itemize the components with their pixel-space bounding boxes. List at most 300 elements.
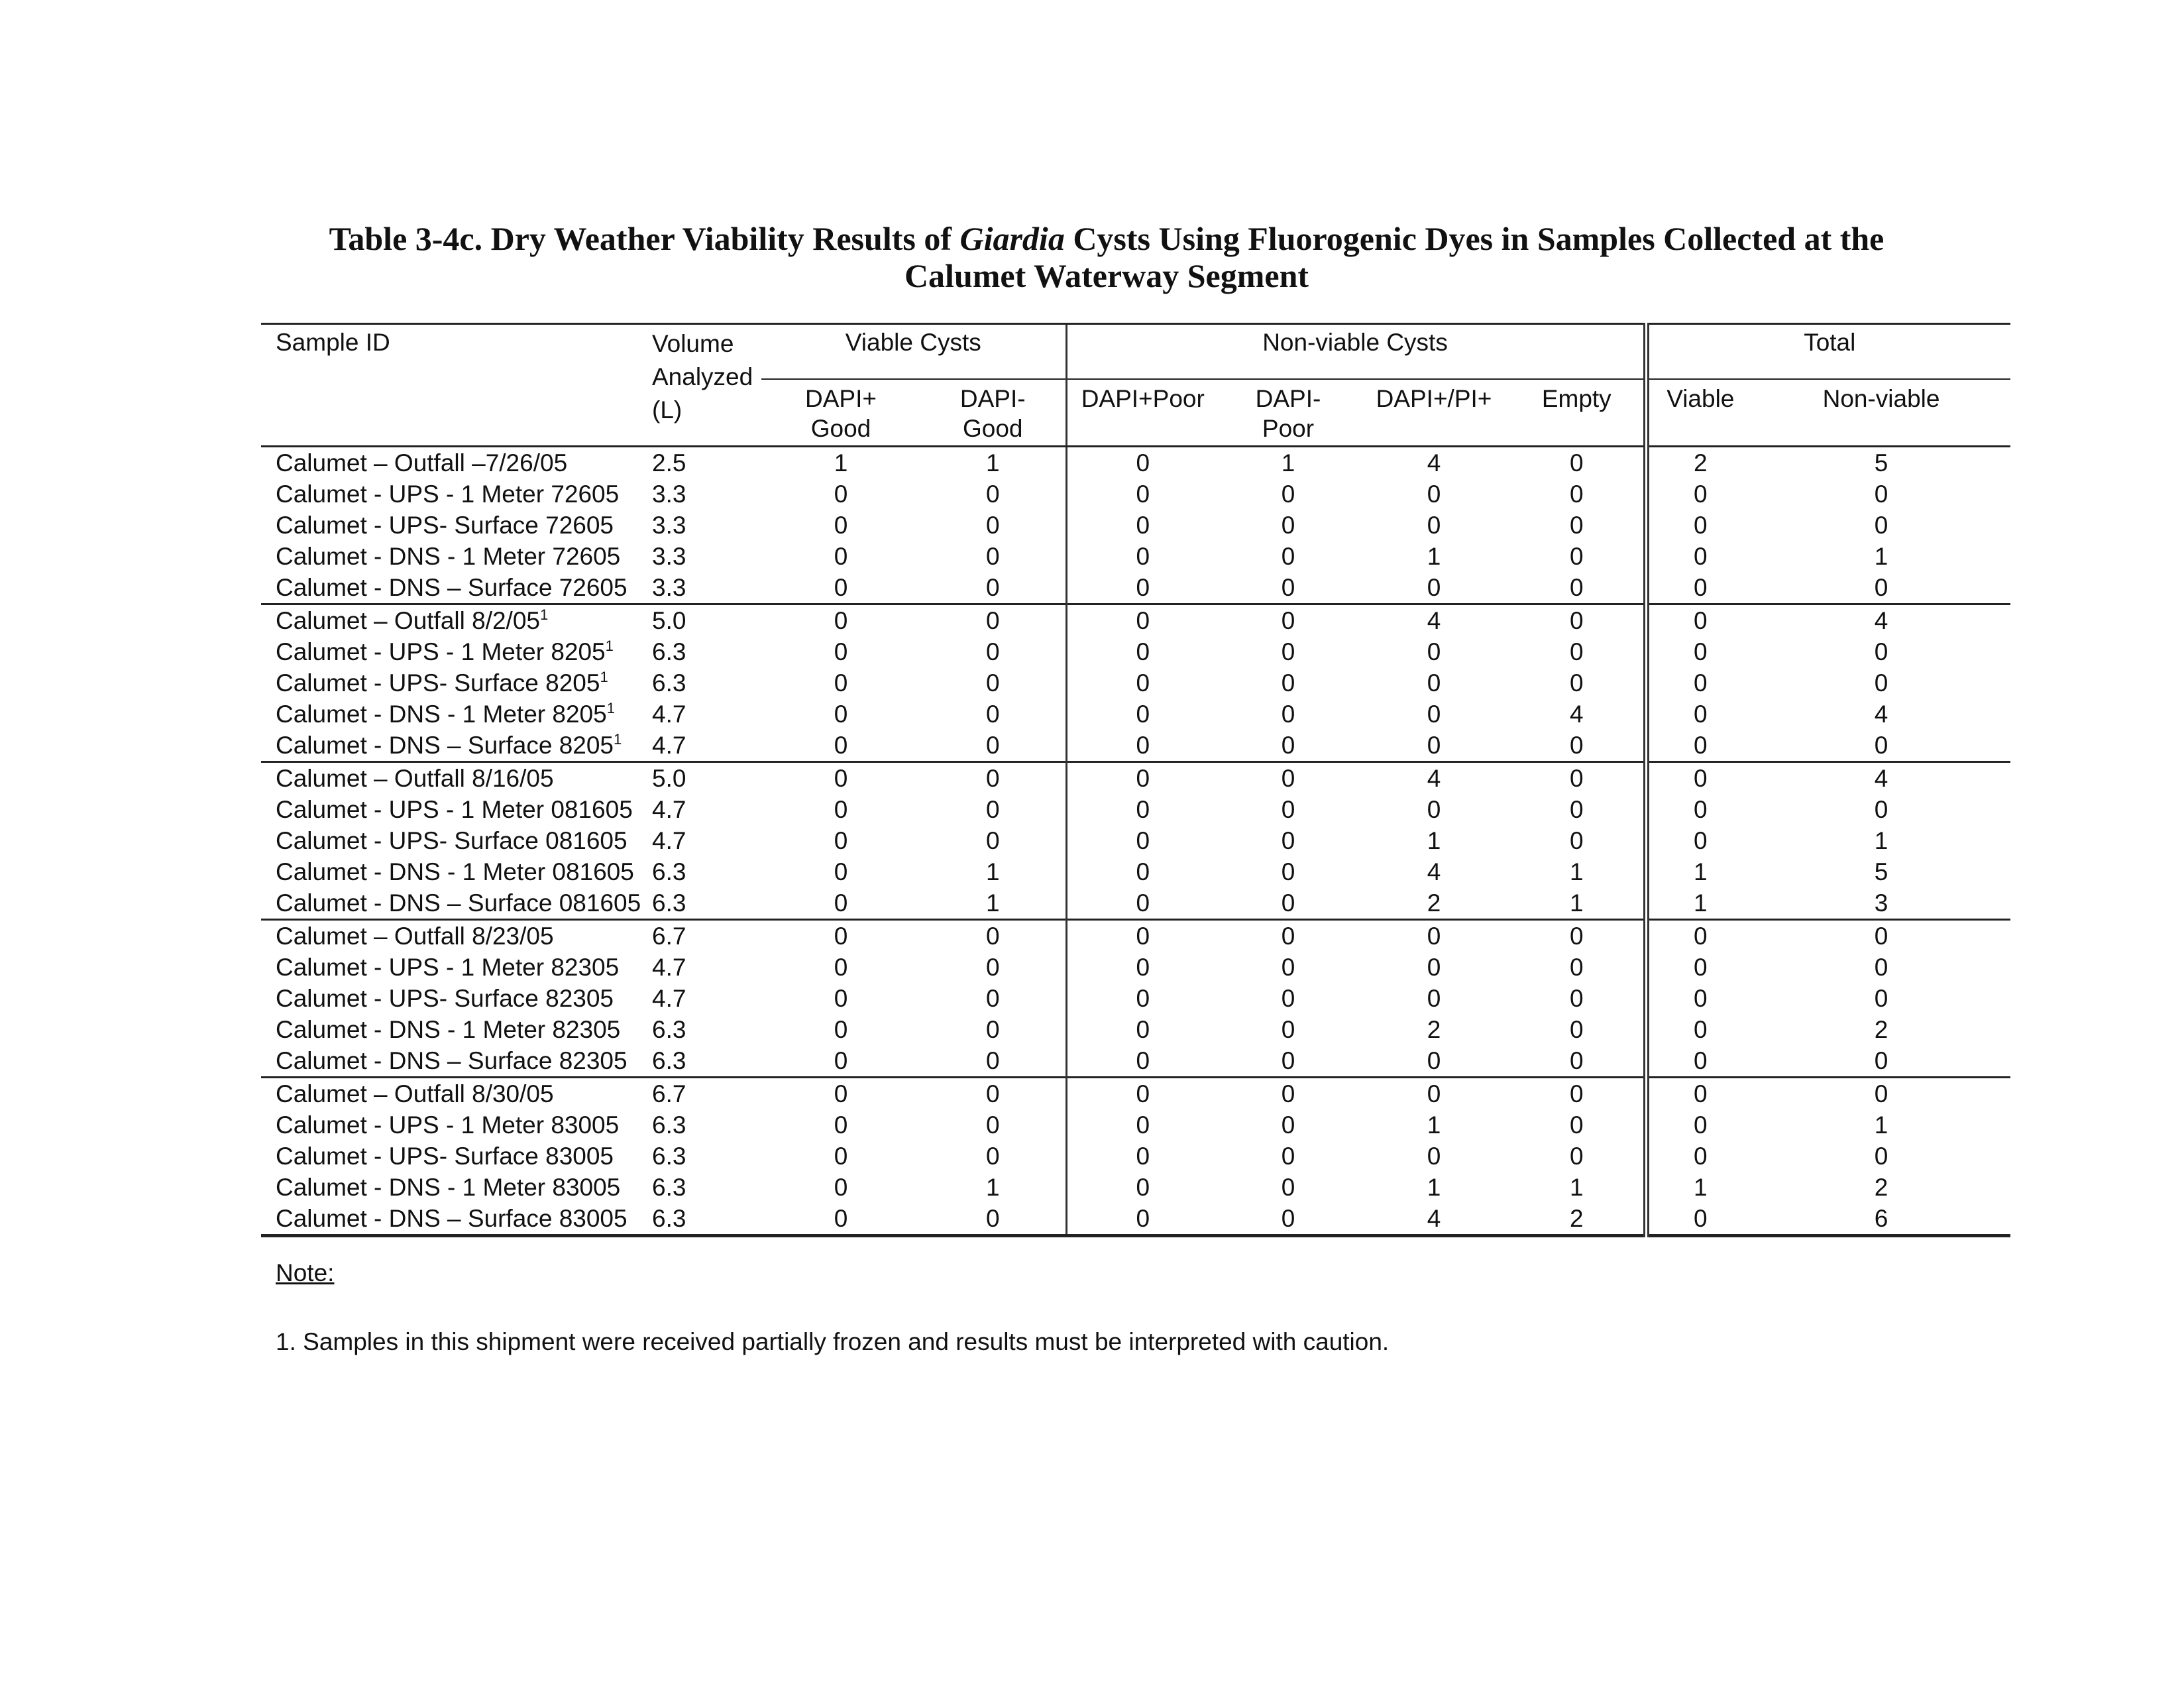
table-row	[261, 667, 2010, 699]
footnote-marker: 1	[606, 700, 615, 716]
cell-dapi-neg-good: 0	[985, 480, 1000, 508]
cell-dapi-pos-poor: 0	[1066, 604, 1219, 637]
cell-sample-id: Calumet - UPS - 1 Meter 081605	[276, 796, 633, 823]
cell-total-nonviable: 0	[1874, 669, 1888, 697]
cell-total-nonviable: 0	[1874, 1143, 1888, 1170]
cell-dapi-neg-good: 0	[985, 1047, 1000, 1074]
cell-dapi-neg-poor: 0	[1281, 669, 1295, 697]
cell-volume: 4.7	[652, 985, 686, 1012]
cell-empty: 0	[1510, 762, 1646, 795]
table-row	[261, 604, 2010, 637]
cell-volume: 3.3	[652, 543, 686, 570]
cell-empty: 4	[1569, 701, 1584, 728]
table-row	[261, 920, 2010, 952]
cell-empty: 0	[1569, 543, 1584, 570]
cell-dapi-neg-poor: 0	[1281, 512, 1295, 539]
cell-dapi-pos-poor: 0	[1066, 1014, 1219, 1045]
cell-dapi-pi: 0	[1427, 701, 1441, 728]
note-heading: Note:	[276, 1259, 335, 1286]
cell-total-viable: 0	[1646, 1203, 1752, 1236]
cell-dapi-neg-good: 0	[920, 1203, 1066, 1236]
cell-dapi-pos-poor: 0	[1066, 762, 1219, 795]
cell-sample-id: Calumet - UPS- Surface 081605	[276, 827, 628, 854]
cell-volume: 3.3	[652, 574, 686, 601]
cell-total-nonviable: 2	[1874, 1174, 1888, 1201]
cell-total-nonviable: 0	[1874, 574, 1888, 601]
cell-total-viable: 0	[1646, 572, 1752, 604]
table-row	[261, 1078, 2010, 1110]
cell-total-nonviable: 5	[1874, 858, 1888, 885]
cell-dapi-pos-poor: 0	[1066, 856, 1219, 887]
cell-total-nonviable: 0	[1752, 1078, 2010, 1110]
cell-dapi-neg-good: 0	[985, 512, 1000, 539]
cell-total-viable: 0	[1646, 1078, 1752, 1110]
cell-dapi-pos-poor: 0	[1066, 730, 1219, 762]
header-volume-line2: Analyzed	[652, 363, 753, 390]
header-dapi-neg-good: DAPI- Good	[920, 379, 1066, 447]
cell-dapi-pos-good: 1	[834, 449, 848, 477]
cell-dapi-neg-poor: 1	[1281, 449, 1295, 477]
cell-dapi-pos-good: 0	[761, 762, 920, 795]
cell-volume: 5.0	[645, 762, 761, 795]
header-total-viable: Viable	[1646, 379, 1752, 447]
cell-dapi-neg-good: 1	[985, 858, 1000, 885]
cell-total-viable: 0	[1646, 667, 1752, 699]
cell-total-nonviable: 0	[1874, 985, 1888, 1012]
cell-dapi-pi: 1	[1427, 1111, 1441, 1139]
cell-dapi-pi: 0	[1358, 920, 1510, 952]
cell-dapi-neg-poor: 0	[1219, 762, 1358, 795]
cell-total-viable: 0	[1646, 952, 1752, 983]
cell-empty: 0	[1569, 512, 1584, 539]
cell-empty: 0	[1569, 1111, 1584, 1139]
cell-total-nonviable: 4	[1874, 701, 1888, 728]
table-row	[261, 887, 2010, 920]
cell-volume: 4.7	[652, 796, 686, 823]
cell-sample-id: Calumet – Outfall 8/30/05	[261, 1078, 645, 1110]
cell-sample-id: Calumet - UPS- Surface 8205$^1$	[276, 669, 608, 697]
cell-total-viable: 0	[1646, 762, 1752, 795]
cell-dapi-neg-poor: 0	[1219, 604, 1358, 637]
table-row	[261, 825, 2010, 856]
cell-dapi-neg-good: 0	[985, 1111, 1000, 1139]
cell-dapi-pos-poor: 0	[1066, 667, 1219, 699]
cell-dapi-neg-good: 0	[985, 732, 1000, 759]
cell-dapi-neg-poor: 0	[1281, 638, 1295, 665]
cell-sample-id: Calumet - DNS – Surface 72605	[276, 574, 628, 601]
cell-total-viable: 0	[1646, 604, 1752, 637]
table-row	[261, 1141, 2010, 1172]
cell-total-nonviable: 0	[1752, 920, 2010, 952]
header-volume-line3: (L)	[652, 396, 682, 423]
cell-dapi-neg-poor: 0	[1219, 1203, 1358, 1236]
table-row	[261, 730, 2010, 762]
cell-dapi-neg-good: 0	[985, 1143, 1000, 1170]
cell-dapi-neg-good: 0	[985, 985, 1000, 1012]
cell-dapi-neg-good: 0	[985, 669, 1000, 697]
table-row	[261, 1045, 2010, 1078]
cell-volume: 2.5	[652, 449, 686, 477]
table-row	[261, 762, 2010, 795]
cell-total-viable: 0	[1646, 699, 1752, 730]
cell-dapi-neg-good: 0	[920, 920, 1066, 952]
cell-dapi-pi: 4	[1427, 858, 1441, 885]
cell-dapi-neg-poor: 0	[1281, 1143, 1295, 1170]
cell-dapi-pos-good: 0	[834, 669, 848, 697]
header-empty: Empty	[1510, 379, 1646, 447]
cell-dapi-neg-good: 0	[920, 604, 1066, 637]
cell-empty: 1	[1569, 889, 1584, 917]
cell-dapi-pos-good: 0	[834, 858, 848, 885]
cell-total-viable: 2	[1646, 447, 1752, 479]
table-row	[261, 794, 2010, 825]
cell-dapi-pi: 4	[1358, 604, 1510, 637]
cell-dapi-pi: 0	[1427, 732, 1441, 759]
cell-dapi-pos-good: 0	[834, 796, 848, 823]
cell-dapi-neg-good: 0	[985, 1016, 1000, 1043]
cell-total-viable: 0	[1646, 510, 1752, 541]
cell-empty: 0	[1569, 827, 1584, 854]
cell-dapi-pi: 4	[1358, 762, 1510, 795]
cell-dapi-pos-good: 0	[834, 543, 848, 570]
cell-dapi-neg-poor: 0	[1281, 1111, 1295, 1139]
header-dapi-pos-good: DAPI+ Good	[761, 379, 920, 447]
cell-total-nonviable: 0	[1874, 796, 1888, 823]
cell-empty: 0	[1569, 1143, 1584, 1170]
cell-dapi-pos-poor: 0	[1066, 794, 1219, 825]
title-suffix: Cysts Using Fluorogenic Dyes in Samples Collected at the	[1064, 220, 1884, 257]
cell-empty: 1	[1569, 1174, 1584, 1201]
cell-sample-id: Calumet - DNS – Surface 83005	[261, 1203, 645, 1236]
cell-dapi-neg-good: 1	[985, 1174, 1000, 1201]
cell-dapi-pi: 0	[1427, 638, 1441, 665]
cell-dapi-pi: 4	[1358, 1203, 1510, 1236]
cell-total-nonviable: 1	[1874, 1111, 1888, 1139]
cell-sample-id: Calumet - DNS - 1 Meter 081605	[276, 858, 634, 885]
table-row	[261, 1109, 2010, 1141]
cell-total-viable: 1	[1646, 887, 1752, 920]
cell-dapi-pos-poor: 0	[1066, 952, 1219, 983]
cell-dapi-neg-poor: 0	[1281, 480, 1295, 508]
cell-volume: 6.3	[652, 1016, 686, 1043]
cell-dapi-pos-good: 0	[834, 985, 848, 1012]
cell-dapi-pos-poor: 0	[1066, 1078, 1219, 1110]
cell-dapi-neg-good: 0	[985, 701, 1000, 728]
footnote-marker: 1	[540, 606, 549, 623]
cell-total-viable: 1	[1646, 856, 1752, 887]
cell-empty: 0	[1510, 920, 1646, 952]
cell-dapi-pos-good: 0	[761, 604, 920, 637]
cell-sample-id: Calumet - DNS - 1 Meter 83005	[276, 1174, 621, 1201]
cell-dapi-pi: 4	[1427, 449, 1441, 477]
cell-dapi-pi: 0	[1427, 985, 1441, 1012]
cell-dapi-neg-good: 0	[985, 543, 1000, 570]
header-nonviable-cysts: Non-viable Cysts	[1066, 324, 1646, 380]
cell-volume: 6.3	[652, 1174, 686, 1201]
cell-dapi-pos-good: 0	[834, 512, 848, 539]
cell-dapi-pos-poor: 0	[1066, 825, 1219, 856]
cell-empty: 0	[1510, 604, 1646, 637]
cell-total-nonviable: 3	[1874, 889, 1888, 917]
cell-dapi-neg-poor: 0	[1281, 796, 1295, 823]
cell-dapi-pos-good: 0	[834, 1047, 848, 1074]
cell-total-viable: 0	[1646, 1141, 1752, 1172]
cell-dapi-pos-good: 0	[834, 1016, 848, 1043]
cell-dapi-pos-poor: 0	[1066, 510, 1219, 541]
header-dapi-pos-poor: DAPI+Poor	[1066, 379, 1219, 447]
cell-dapi-pos-poor: 0	[1066, 1141, 1219, 1172]
cell-dapi-pos-good: 0	[834, 827, 848, 854]
cell-volume: 4.7	[652, 827, 686, 854]
cell-total-nonviable: 0	[1874, 638, 1888, 665]
cell-total-viable: 1	[1646, 1172, 1752, 1203]
cell-sample-id: Calumet - UPS - 1 Meter 8205$^1$	[276, 638, 614, 665]
cell-dapi-pos-poor: 0	[1066, 447, 1219, 479]
cell-empty: 0	[1569, 449, 1584, 477]
cell-dapi-neg-poor: 0	[1281, 574, 1295, 601]
cell-dapi-pos-good: 0	[834, 480, 848, 508]
cell-sample-id: Calumet – Outfall 8/16/05	[261, 762, 645, 795]
cell-empty: 0	[1510, 1078, 1646, 1110]
header-dapi-pi: DAPI+/PI+	[1358, 379, 1510, 447]
cell-dapi-neg-good: 0	[985, 827, 1000, 854]
table-title	[258, 220, 1955, 294]
cell-total-viable: 0	[1646, 1109, 1752, 1141]
cell-total-nonviable: 5	[1874, 449, 1888, 477]
cell-total-nonviable: 0	[1874, 512, 1888, 539]
cell-sample-id: Calumet - DNS - 1 Meter 8205$^1$	[276, 700, 615, 728]
cell-dapi-neg-good: 0	[920, 762, 1066, 795]
cell-dapi-neg-poor: 0	[1281, 701, 1295, 728]
cell-dapi-pos-good: 0	[761, 920, 920, 952]
cell-empty: 0	[1569, 1047, 1584, 1074]
cell-volume: 6.3	[652, 669, 686, 697]
cell-dapi-pos-poor: 0	[1066, 920, 1219, 952]
cell-empty: 1	[1569, 858, 1584, 885]
cell-dapi-pos-poor: 0	[1066, 1109, 1219, 1141]
cell-total-nonviable: 2	[1874, 1016, 1888, 1043]
cell-dapi-neg-good: 0	[985, 954, 1000, 981]
table-row	[261, 1172, 2010, 1203]
title-line2: Calumet Waterway Segment	[904, 257, 1309, 294]
cell-dapi-pi: 2	[1427, 889, 1441, 917]
table-body	[261, 447, 2010, 1236]
cell-dapi-pos-good: 0	[834, 954, 848, 981]
cell-dapi-neg-poor: 0	[1281, 889, 1295, 917]
notes-label	[276, 1259, 334, 1287]
cell-dapi-neg-good: 0	[985, 796, 1000, 823]
cell-dapi-pos-good: 0	[834, 574, 848, 601]
table-row	[261, 856, 2010, 887]
cell-volume: 6.3	[652, 1143, 686, 1170]
table-row	[261, 541, 2010, 572]
table-row	[261, 572, 2010, 604]
cell-dapi-neg-poor: 0	[1281, 954, 1295, 981]
cell-sample-id: Calumet - UPS - 1 Meter 72605	[276, 480, 620, 508]
cell-dapi-neg-poor: 0	[1281, 1174, 1295, 1201]
cell-total-viable: 0	[1646, 541, 1752, 572]
cell-dapi-neg-poor: 0	[1281, 543, 1295, 570]
note-item-1: 1. Samples in this shipment were received partially frozen and results must be interpreted with caution.	[276, 1328, 1390, 1355]
cell-sample-id: Calumet - UPS- Surface 82305	[276, 985, 614, 1012]
cell-volume: 6.7	[645, 920, 761, 952]
cell-dapi-pi: 1	[1427, 827, 1441, 854]
header-volume	[645, 324, 761, 447]
cell-dapi-pi: 0	[1427, 1047, 1441, 1074]
cell-dapi-pos-good: 0	[834, 889, 848, 917]
table-header	[261, 324, 2010, 447]
cell-dapi-pi: 0	[1358, 1078, 1510, 1110]
cell-total-nonviable: 0	[1874, 1047, 1888, 1074]
cell-dapi-pos-poor: 0	[1066, 983, 1219, 1014]
cell-dapi-pos-good: 0	[834, 638, 848, 665]
cell-empty: 0	[1569, 954, 1584, 981]
title-prefix: Table 3-4c. Dry Weather Viability Results of	[329, 220, 960, 257]
cell-empty: 0	[1569, 638, 1584, 665]
cell-total-nonviable: 1	[1874, 827, 1888, 854]
cell-dapi-pos-good: 0	[834, 701, 848, 728]
cell-dapi-neg-good: 0	[920, 1078, 1066, 1110]
cell-empty: 0	[1569, 669, 1584, 697]
cell-sample-id: Calumet – Outfall $8/2/05^1$	[261, 604, 645, 637]
cell-dapi-pos-good: 0	[761, 1203, 920, 1236]
cell-dapi-pi: 1	[1427, 543, 1441, 570]
cell-empty: 0	[1569, 732, 1584, 759]
cell-dapi-pos-poor: 0	[1066, 1045, 1219, 1078]
cell-volume: 5.0	[645, 604, 761, 637]
cell-dapi-neg-poor: 0	[1281, 1016, 1295, 1043]
cell-sample-id: Calumet – Outfall 8/23/05	[261, 920, 645, 952]
cell-dapi-neg-poor: 0	[1219, 1078, 1358, 1110]
cell-total-nonviable: 6	[1752, 1203, 2010, 1236]
cell-dapi-pos-good: 0	[834, 1174, 848, 1201]
cell-dapi-pi: 0	[1427, 480, 1441, 508]
cell-dapi-pos-poor: 0	[1066, 636, 1219, 667]
cell-dapi-pos-poor: 0	[1066, 887, 1219, 920]
cell-volume: 6.7	[645, 1078, 761, 1110]
cell-sample-id: Calumet - UPS- Surface 72605	[276, 512, 614, 539]
cell-total-viable: 0	[1646, 730, 1752, 762]
table-row	[261, 447, 2010, 479]
cell-empty: 2	[1510, 1203, 1646, 1236]
cell-dapi-pos-poor: 0	[1066, 1172, 1219, 1203]
cell-dapi-neg-good: 1	[985, 449, 1000, 477]
header-total: Total	[1646, 324, 2010, 380]
table-row	[261, 699, 2010, 730]
cell-volume: 3.3	[652, 480, 686, 508]
cell-dapi-pos-poor: 0	[1066, 541, 1219, 572]
footnote-marker: 1	[600, 669, 608, 685]
cell-empty: 0	[1569, 574, 1584, 601]
cell-dapi-neg-poor: 0	[1219, 920, 1358, 952]
header-dapi-neg-poor: DAPI- Poor	[1219, 379, 1358, 447]
cell-volume: 6.3	[645, 1203, 761, 1236]
cell-dapi-neg-good: 0	[985, 574, 1000, 601]
cell-dapi-pi: 0	[1427, 669, 1441, 697]
cell-total-viable: 0	[1646, 794, 1752, 825]
cell-volume: 4.7	[652, 954, 686, 981]
cell-total-nonviable: 0	[1874, 732, 1888, 759]
cell-total-viable: 0	[1646, 825, 1752, 856]
cell-total-nonviable: 1	[1874, 543, 1888, 570]
cell-total-viable: 0	[1646, 636, 1752, 667]
header-volume-line1: Volume	[652, 330, 734, 357]
cell-sample-id: Calumet - DNS – Surface 82305	[276, 1047, 628, 1074]
header-viable-cysts: Viable Cysts	[761, 324, 1066, 380]
cell-dapi-pos-good: 0	[834, 1143, 848, 1170]
cell-sample-id: Calumet - UPS - 1 Meter 82305	[276, 954, 620, 981]
cell-total-viable: 0	[1646, 478, 1752, 510]
cell-dapi-pos-poor: 0	[1066, 572, 1219, 604]
viability-table	[261, 323, 2010, 1237]
cell-total-viable: 0	[1646, 983, 1752, 1014]
cell-total-viable: 0	[1646, 1014, 1752, 1045]
cell-dapi-pos-poor: 0	[1066, 478, 1219, 510]
cell-volume: 6.3	[652, 638, 686, 665]
cell-volume: 6.3	[652, 1111, 686, 1139]
cell-dapi-neg-poor: 0	[1281, 985, 1295, 1012]
cell-sample-id: Calumet - DNS – Surface 8205$^1$	[276, 731, 622, 759]
cell-sample-id: Calumet - UPS- Surface 83005	[276, 1143, 614, 1170]
cell-total-nonviable: 0	[1874, 480, 1888, 508]
cell-total-nonviable: 0	[1874, 954, 1888, 981]
cell-dapi-pi: 0	[1427, 954, 1441, 981]
cell-volume: 4.7	[652, 701, 686, 728]
footnote-marker: 1	[614, 731, 622, 748]
cell-sample-id: Calumet – Outfall –7/26/05	[276, 449, 568, 477]
footnote-marker: 1	[605, 638, 614, 654]
cell-empty: 0	[1569, 796, 1584, 823]
table-row	[261, 478, 2010, 510]
table-row	[261, 983, 2010, 1014]
table-row	[261, 636, 2010, 667]
header-sample-id: Sample ID	[261, 324, 645, 447]
cell-dapi-neg-poor: 0	[1281, 732, 1295, 759]
cell-dapi-neg-poor: 0	[1281, 1047, 1295, 1074]
cell-empty: 0	[1569, 1016, 1584, 1043]
cell-dapi-neg-good: 1	[985, 889, 1000, 917]
cell-dapi-pi: 0	[1427, 1143, 1441, 1170]
cell-dapi-pi: 0	[1427, 512, 1441, 539]
cell-volume: 3.3	[652, 512, 686, 539]
cell-sample-id: Calumet - UPS - 1 Meter 83005	[276, 1111, 620, 1139]
table-row	[261, 1203, 2010, 1236]
cell-dapi-pos-good: 0	[761, 1078, 920, 1110]
header-total-nonviable: Non-viable	[1752, 379, 2010, 447]
cell-sample-id: Calumet - DNS – Surface 081605	[276, 889, 641, 917]
title-italic: Giardia	[959, 220, 1065, 257]
cell-dapi-neg-poor: 0	[1281, 827, 1295, 854]
cell-dapi-pi: 0	[1427, 796, 1441, 823]
table-row	[261, 1014, 2010, 1045]
cell-dapi-pos-poor: 0	[1066, 699, 1219, 730]
cell-total-viable: 0	[1646, 920, 1752, 952]
cell-dapi-neg-poor: 0	[1281, 858, 1295, 885]
cell-dapi-pos-good: 0	[834, 1111, 848, 1139]
cell-total-viable: 0	[1646, 1045, 1752, 1078]
cell-volume: 6.3	[652, 858, 686, 885]
cell-sample-id: Calumet - DNS - 1 Meter 82305	[276, 1016, 621, 1043]
table-row	[261, 952, 2010, 983]
cell-dapi-pos-good: 0	[834, 732, 848, 759]
cell-empty: 0	[1569, 480, 1584, 508]
table-row	[261, 510, 2010, 541]
cell-empty: 0	[1569, 985, 1584, 1012]
cell-volume: 4.7	[652, 732, 686, 759]
cell-dapi-pos-poor: 0	[1066, 1203, 1219, 1236]
cell-dapi-pi: 1	[1427, 1174, 1441, 1201]
cell-dapi-pi: 0	[1427, 574, 1441, 601]
